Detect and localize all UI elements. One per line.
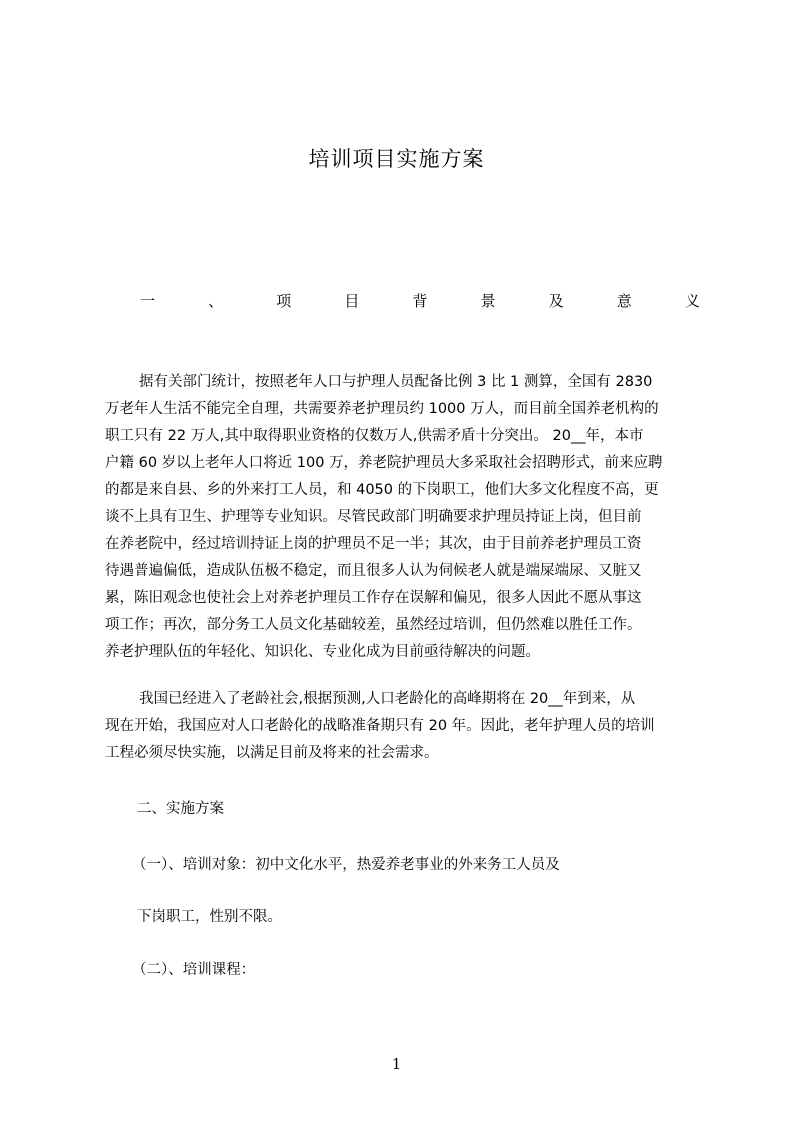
page-number: 1 xyxy=(391,1055,402,1073)
paragraph-line: 养老护理队伍的年轻化、知识化、专业化成为目前亟待解决的问题。 xyxy=(105,644,540,660)
paragraph-line: 的都是来自县、乡的外来打工人员，和 4050 的下岗职工，他们大多文化程度不高，更 xyxy=(105,482,659,498)
document-title: 培训项目实施方案 xyxy=(308,147,485,171)
paragraph-line: 谈不上具有卫生、护理等专业知识。尽管民政部门明确要求护理员持证上岗，但目前 xyxy=(105,509,642,525)
paragraph-line: 我国已经进入了老龄社会,根据预测,人口老龄化的高峰期将在 20__年到来，从 xyxy=(139,691,636,707)
heading-char: 意 xyxy=(616,292,632,310)
paragraph-line: 户籍 60 岁以上老年人口将近 100 万，养老院护理员大多采取社会招聘形式，前来应聘 xyxy=(105,455,663,471)
heading-char: 项 xyxy=(276,292,292,310)
heading-char: 一 xyxy=(140,292,156,310)
paragraph-line: 工程必须尽快实施，以满足目前及将来的社会需求。 xyxy=(105,745,439,761)
paragraph-line: 万老年人生活不能完全自理，共需要养老护理员约 1000 万人，而目前全国养老机构的 xyxy=(105,401,659,417)
training-target-line: 下岗职工，性别不限。 xyxy=(137,909,282,925)
paragraph-line: 职工只有 22 万人,其中取得职业资格的仅数万人,供需矛盾十分突出。 20__年，本市 xyxy=(105,428,644,444)
background-paragraph xyxy=(105,369,697,666)
heading-char: 、 xyxy=(208,292,224,310)
section-heading-background xyxy=(140,290,700,314)
paragraph-line: 累，陈旧观念也使社会上对养老护理员工作存在误解和偏见，很多人因此不愿从事这 xyxy=(105,590,642,606)
training-course-heading: （二）、培训课程： xyxy=(132,962,256,978)
heading-char: 背 xyxy=(412,292,428,310)
aging-paragraph xyxy=(105,686,697,767)
heading-char: 目 xyxy=(344,292,360,310)
heading-char: 景 xyxy=(480,292,496,310)
paragraph-line: 据有关部门统计，按照老年人口与护理人员配备比例 3 比 1 测算，全国有 2830 xyxy=(139,374,653,390)
heading-char: 及 xyxy=(548,292,564,310)
paragraph-line: 项工作；再次，部分务工人员文化基础较差，虽然经过培训，但仍然难以胜任工作。 xyxy=(105,617,642,633)
paragraph-line: 在养老院中，经过培训持证上岗的护理员不足一半；其次，由于目前养老护理员工资 xyxy=(105,536,642,552)
paragraph-line: 待遇普遍偏低，造成队伍极不稳定，而且很多人认为伺候老人就是端屎端尿、又脏又 xyxy=(105,563,642,579)
training-target-line: （一）、培训对象：初中文化水平，热爱养老事业的外来务工人员及 xyxy=(132,857,560,873)
heading-char: 义 xyxy=(684,292,700,310)
paragraph-line: 现在开始，我国应对人口老龄化的战略准备期只有 20 年。因此，老年护理人员的培训 xyxy=(105,718,655,734)
section-heading-plan: 二、实施方案 xyxy=(137,801,224,817)
